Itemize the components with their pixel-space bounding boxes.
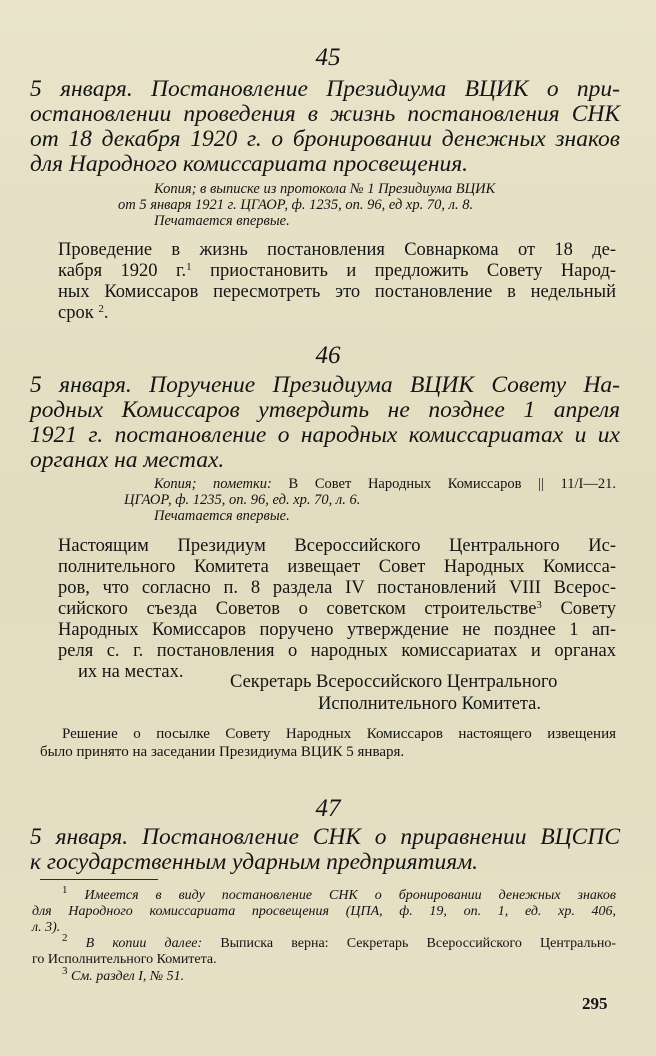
document-45-heading: 5 января. Постановление Президиума ВЦИК о при- остановлении проведения в жизнь постановления СНК от 18 декабря 1920 г. о бронировании денежных знаков для Народного комиссариата просвещения. <box>30 76 620 177</box>
signature-line-1: Секретарь Всероссийского Центрального <box>230 672 558 692</box>
document-number-47: 47 <box>315 795 341 822</box>
footnote-ref-1: 1 <box>186 261 192 273</box>
document-number-45: 45 <box>315 44 341 71</box>
document-46-body: Настоящим Президиум Всероссийского Центрального Ис- полнительного Комитета извещает Совет Народных Комисса- ров, что согласно п. 8 раздела IV постановлений VIII Всерос- сийского съезда Советов о советском строительстве$^3$ Совету Народных Комиссаров поручено утверждение не позднее 1 ап- реля с. г. постановления о народных комиссариатах и органах их на местах. <box>58 536 616 682</box>
footnote-divider <box>40 879 158 880</box>
document-46-heading: 5 января. Поручение Президиума ВЦИК Совету На- родных Комиссаров утвердить не позднее 1 апреля 1921 г. постановление о народных комиссариатах и их органах на местах. <box>30 372 620 473</box>
document-45-body: Проведение в жизнь постановления Совнаркома от 18 де- кабря 1920 г.$^1$ приостановить и предложить Совету Народ- ных Комиссаров пересмотреть это постановление в недельный срок $^2$. <box>58 240 617 323</box>
document-47-heading: 5 января. Постановление СНК о приравнении ВЦСПС к государственным ударным предприятиям. <box>30 824 620 875</box>
document-45-source: Копия; в выписке из протокола № 1 Президиума ВЦИК от 5 января 1921 г. ЦГАОР, ф. 1235, оп. 96, ед хр. 70, л. 8. Печатается впервые. <box>118 181 496 229</box>
page-number: 295 <box>582 994 608 1013</box>
footnote-ref-3: 3 <box>536 599 542 611</box>
footnote-2: $^2$ В копии далее: Выписка верна: Секретарь Всероссийского Центрально- го Исполнительного Комитета. <box>32 932 616 967</box>
footnote-1: $^1$ Имеется в виду постановление СНК о бронировании денежных знаков для Народного комиссариата просвещения (ЦПА, ф. 19, оп. 1, ед. хр. 406, л. 3). <box>32 884 617 935</box>
footnote-ref-2: 2 <box>98 303 104 315</box>
signature-line-2: Исполнительного Комитета. <box>318 694 541 714</box>
document-46-editorial-note: Решение о посылке Совету Народных Комиссаров настоящего извещения было принято на заседании Президиума ВЦИК 5 января. <box>40 726 616 760</box>
document-46-source: Копия; пометки: В Совет Народных Комиссаров || 11/I—21. ЦГАОР, ф. 1235, оп. 96, ед. хр. 70, л. 6. Печатается впервые. <box>124 476 617 524</box>
document-number-46: 46 <box>315 342 341 369</box>
footnote-3: $^3$ См. раздел I, № 51. <box>62 965 185 984</box>
